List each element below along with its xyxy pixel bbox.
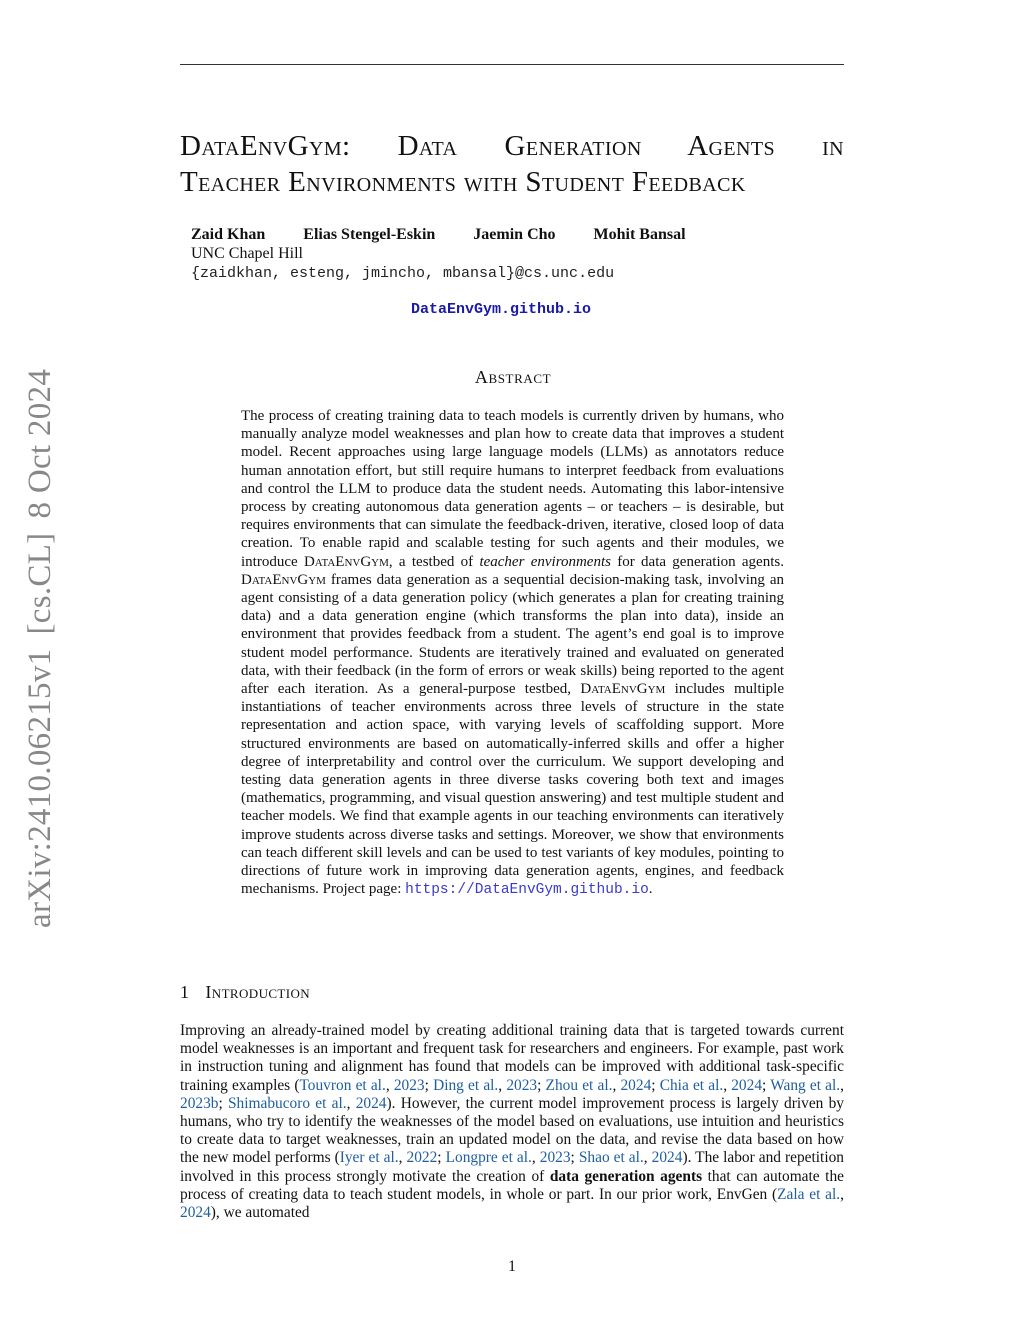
author-name: Elias Stengel-Eskin bbox=[303, 226, 436, 243]
citation-link[interactable]: 2023 bbox=[393, 1076, 425, 1094]
citation-link[interactable]: 2022 bbox=[406, 1149, 438, 1167]
page-number: 1 bbox=[508, 1258, 516, 1275]
arxiv-date: 8 Oct 2024 bbox=[22, 368, 58, 519]
abstract-text: frames data generation as a sequential decision-making task, involving an agent consisting of a data generation policy (which generates a plan for creating training data) and a data generation engine (which transforms the plan into data), inside an environment that provides feedback from a student. The agent’s end goal is to improve student model performance. Students are iteratively trained and evaluated on generated data, with their feedback (in the form of errors or weak skills) being reported to the agent after each iteration. As a general-purpose testbed, bbox=[241, 571, 784, 698]
author-name: Zaid Khan bbox=[191, 226, 266, 243]
abstract-text: includes multiple instantiations of teacher environments across three levels of structure in the state representation and action space, with varying levels of scaffolding support. More structured environments are based on automatically-inferred skills and offer a higher degree of interpretability and control over the curriculum. We support developing and testing data generation agents in three diverse tasks covering both text and images (mathematics, programming, and visual question answering) and test multiple student and teacher models. We find that example agents in our teaching environments can iteratively improve students across diverse tasks and settings. Moreover, we show that environments can teach different skill levels and can be used to test variants of key modules, pointing to directions of future work in improving data generation agents, engines, and feedback mechanisms. Project page: bbox=[241, 681, 784, 898]
abstract-body bbox=[241, 407, 784, 899]
citation-link[interactable]: 2024 bbox=[355, 1094, 387, 1112]
citation-link[interactable]: Zhou et al. bbox=[545, 1076, 613, 1094]
author-block bbox=[191, 226, 686, 283]
affiliation: UNC Chapel Hill bbox=[191, 245, 303, 262]
citation-link[interactable]: Shao et al. bbox=[578, 1149, 644, 1167]
body-text: that can automate the process of creating data to teach student models, in whole or part. In our prior work, EnvGen ( bbox=[180, 1167, 844, 1203]
citation-link[interactable]: 2024 bbox=[731, 1076, 763, 1094]
bold-term: data generation agents bbox=[549, 1167, 703, 1185]
system-name: DataEnvGym bbox=[580, 681, 666, 698]
paper-title bbox=[180, 128, 844, 200]
citation-link[interactable]: Chia et al. bbox=[659, 1076, 724, 1094]
citation-link[interactable]: 2023 bbox=[539, 1149, 571, 1167]
body-text: Improving an already-trained model by creating additional training data that is targeted towards current model weaknesses is an important and frequent task for researchers and engineers. For example, past work in instruction tuning and alignment has found that models can be improved with additional task-specific training examples ( bbox=[180, 1022, 844, 1094]
body-text: ). However, the current model improvement process is largely driven by humans, who try to identify the weaknesses of the model based on evaluations, use intuition and heuristics to create data to target weaknesses, train an updated model on the data, and revise the data based on how the new model performs ( bbox=[180, 1094, 845, 1167]
title-line-1: DataEnvGym: Data Generation Agents in bbox=[180, 130, 844, 162]
citation-link[interactable]: 2024 bbox=[180, 1204, 211, 1222]
citation-link[interactable]: 2024 bbox=[620, 1076, 652, 1094]
body-text: ), we automated bbox=[210, 1204, 310, 1222]
abstract-heading: Abstract bbox=[474, 367, 552, 387]
arxiv-category: [cs.CL] bbox=[22, 532, 58, 635]
section-title: Introduction bbox=[205, 982, 311, 1002]
citation-link[interactable]: Shimabucoro et al. bbox=[228, 1094, 347, 1112]
abstract-text: . bbox=[648, 881, 653, 898]
intro-paragraph: Improving an already-trained model by creating additional training data that is targeted towards current model weaknesses is an important and frequent task for researchers and engineers. For example, past work in instruction tuning and alignment has found that models can be improved with additional task-specific training examples (Touvron et al., 2023; Ding et al., 2023; Zhou et al., 2024; Chia et al., 2024; Wang et al., 2023b; Shimabucoro et al., 2024). However, the current model improvement process is largely driven by humans, who try to identify the weaknesses of the model based on evaluations, use intuition and heuristics to create data to target weaknesses, train an updated model on the data, and revise the data based on how the new model performs (Iyer et al., 2022; Longpre et al., 2023; Shao et al., 2024). The labor and repetition involved in this process strongly motivate the creation of data generation agents that can automate the process of creating data to teach student models, in whole or part. In our prior work, EnvGen (Zala et al., 2024), we automated bbox=[180, 1022, 845, 1222]
project-link[interactable]: DataEnvGym.github.io bbox=[410, 301, 592, 318]
citation-link[interactable]: Wang et al. bbox=[770, 1076, 841, 1094]
author-names bbox=[191, 226, 686, 244]
citation-link[interactable]: Iyer et al. bbox=[339, 1149, 399, 1167]
author-name: Jaemin Cho bbox=[473, 226, 556, 243]
citation-link[interactable]: Touvron et al. bbox=[299, 1076, 386, 1094]
author-name: Mohit Bansal bbox=[593, 226, 686, 243]
system-name: DataEnvGym bbox=[303, 553, 389, 570]
author-emails: {zaidkhan, esteng, jmincho, mbansal}@cs.unc.edu bbox=[191, 265, 615, 282]
citation-link[interactable]: 2024 bbox=[651, 1149, 683, 1167]
project-page-link[interactable]: https://DataEnvGym.github.io bbox=[405, 882, 649, 899]
abstract-text: for data generation agents. bbox=[610, 553, 784, 570]
citation-link[interactable]: Zala et al. bbox=[777, 1185, 841, 1203]
body-text: ). The labor and repetition involved in this process strongly motivate the creation of bbox=[180, 1149, 844, 1185]
top-rule bbox=[180, 64, 844, 65]
abstract-text: , a testbed of bbox=[388, 553, 480, 570]
section-heading bbox=[180, 982, 310, 1003]
arxiv-id: arXiv:2410.06215v1 bbox=[22, 648, 58, 928]
citation-link[interactable]: 2023 bbox=[506, 1076, 538, 1094]
citation-link[interactable]: Longpre et al. bbox=[445, 1149, 532, 1167]
arxiv-stamp bbox=[22, 369, 59, 928]
citation-link[interactable]: 2023b bbox=[180, 1094, 219, 1112]
title-line-2: Teacher Environments with Student Feedback bbox=[180, 166, 746, 198]
section-number: 1 bbox=[180, 982, 190, 1002]
citation-link[interactable]: Ding et al. bbox=[433, 1076, 499, 1094]
abstract-text: The process of creating training data to teach models is currently driven by humans, who manually analyze model weaknesses and plan how to create data that improves a student model. Recent approaches using large language models (LLMs) as annotators reduce human annotation effort, but still require humans to interpret feedback from evaluations and control the LLM to produce data the student needs. Automating this labor-intensive process by creating autonomous data generation agents – or teachers – is desirable, but requires environments that can simulate the feedback-driven, iterative, closed loop of data creation. To enable rapid and scalable testing for such agents and their modules, we introduce bbox=[241, 408, 784, 570]
system-name: DataEnvGym bbox=[241, 571, 326, 588]
emphasis-text: teacher environments bbox=[479, 553, 611, 570]
